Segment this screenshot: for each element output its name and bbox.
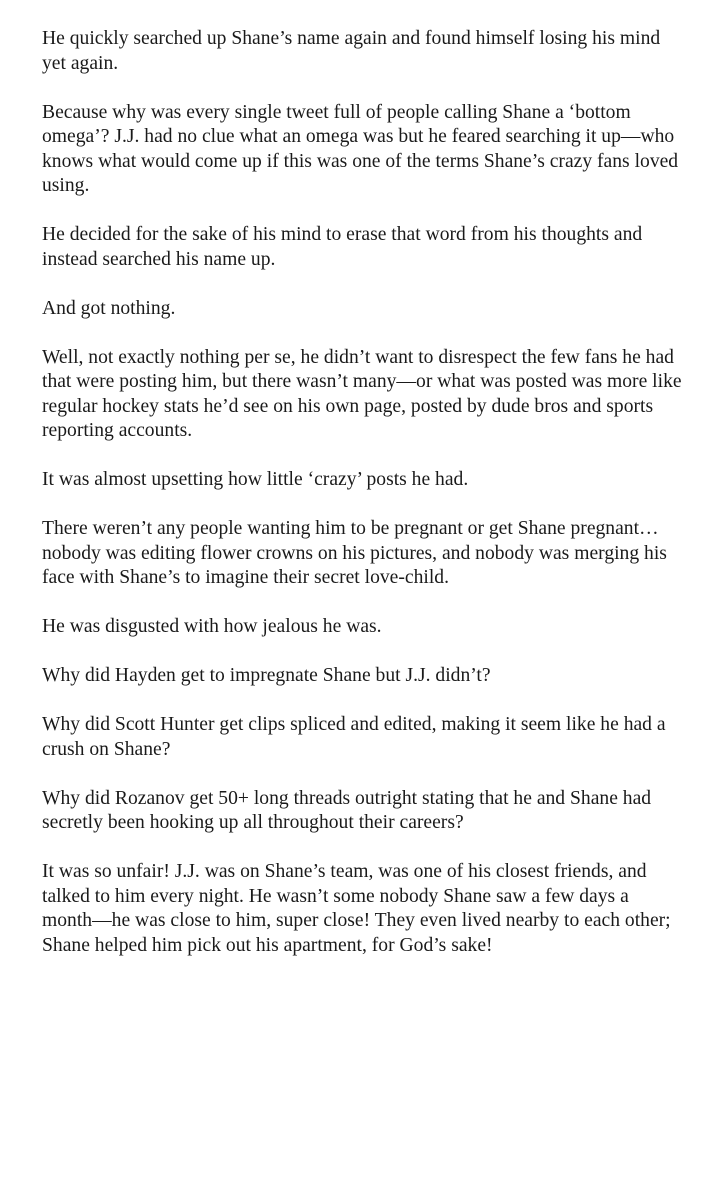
- paragraph-10: Why did Scott Hunter get clips spliced and edited, making it seem like he had a crush on Shane?: [42, 714, 666, 760]
- story-text: [42, 27, 682, 958]
- paragraph-3: He decided for the sake of his mind to erase that word from his thoughts and instead searched his name up.: [42, 224, 643, 270]
- paragraph-8: He was disgusted with how jealous he was.: [42, 616, 382, 637]
- paragraph-12: It was so unfair! J.J. was on Shane’s team, was one of his closest friends, and talked to him every night. He wasn’t some nobody Shane saw a few days a month—he was close to him, super close! They even lived nearby to each other; Shane helped him pick out his apartment, for God’s sake!: [42, 861, 671, 956]
- paragraph-11: Why did Rozanov get 50+ long threads outright stating that he and Shane had secretly been hooking up all throughout their careers?: [42, 787, 652, 833]
- paragraph-9: Why did Hayden get to impregnate Shane but J.J. didn’t?: [42, 665, 491, 686]
- paragraph-6: It was almost upsetting how little ‘crazy’ posts he had.: [42, 469, 469, 490]
- paragraph-5: Well, not exactly nothing per se, he didn’t want to disrespect the few fans he had that were posting him, but there wasn’t many—or what was posted was more like regular hockey stats he’d see on his own page, posted by dude bros and sports reporting accounts.: [42, 346, 682, 441]
- paragraph-7: There weren’t any people wanting him to be pregnant or get Shane pregnant…nobody was editing flower crowns on his pictures, and nobody was merging his face with Shane’s to imagine their secret love-child.: [42, 518, 667, 588]
- paragraph-4: And got nothing.: [42, 297, 176, 319]
- paragraph-2: Because why was every single tweet full of people calling Shane a ‘bottom omega’? J.J. had no clue what an omega was but he feared searching it up—who knows what would come up if this was one of the terms Shane’s crazy fans loved using.: [42, 101, 679, 196]
- paragraph-1: He quickly searched up Shane’s name again and found himself losing his mind yet again.: [42, 28, 661, 74]
